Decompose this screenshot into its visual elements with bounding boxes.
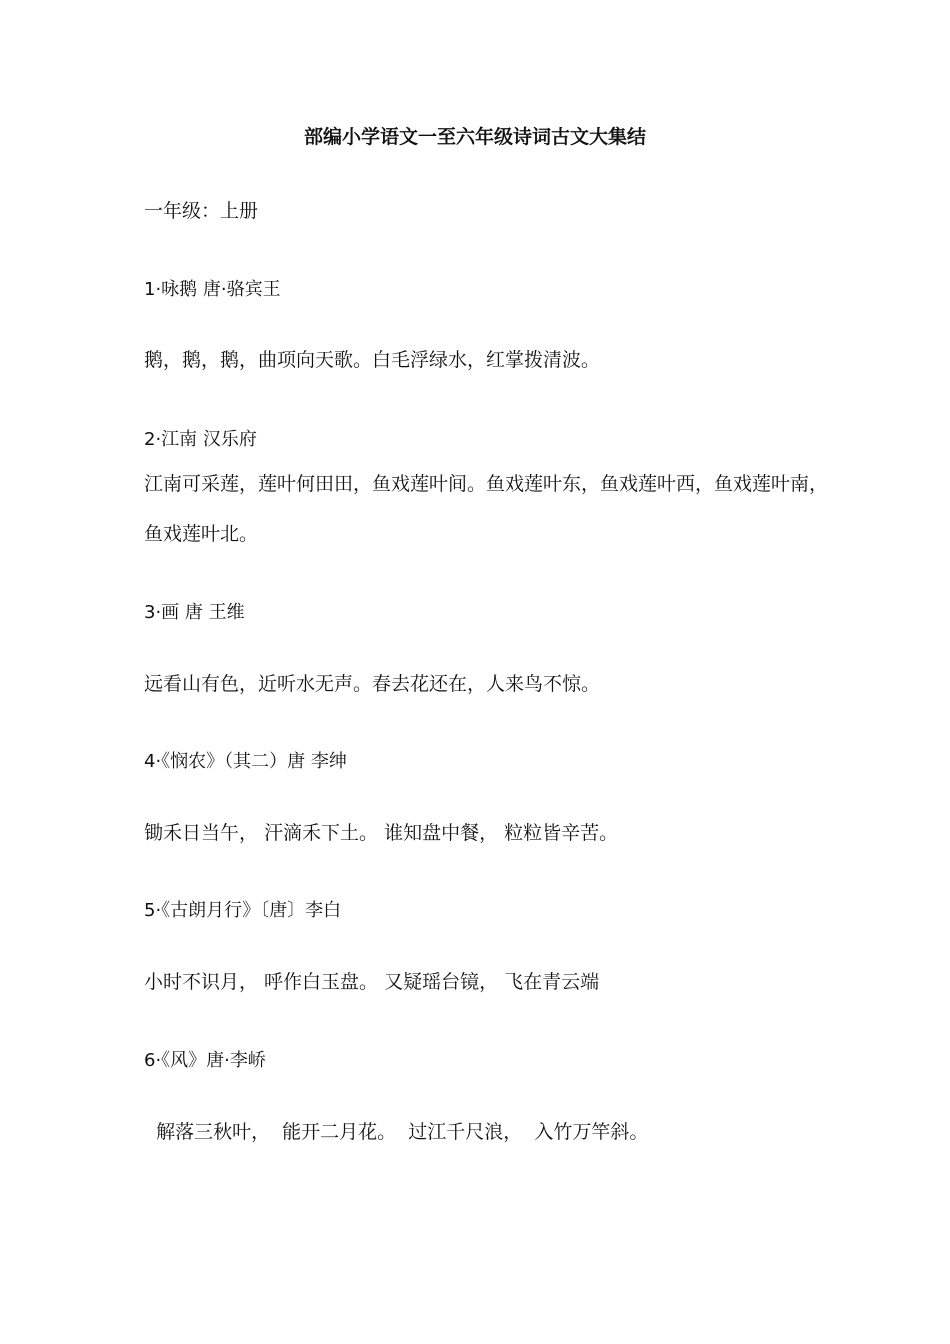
poem-2-line-2: 鱼戏莲叶北。	[144, 523, 259, 545]
poem-6-line-1: 解落三秋叶， 能开二月花。 过江千尺浪， 入竹万竿斜。	[144, 1121, 649, 1143]
poem-2-line-1: 江南可采莲，莲叶何田田，鱼戏莲叶间。鱼戏莲叶东，鱼戏莲叶西，鱼戏莲叶南，	[144, 473, 829, 495]
poem-4-line-1: 锄禾日当午， 汗滴禾下土。 谁知盘中餐， 粒粒皆辛苦。	[144, 822, 619, 844]
grade-heading: 一年级：上册	[144, 200, 259, 222]
poem-3-line-1: 远看山有色，近听水无声。春去花还在，人来鸟不惊。	[144, 673, 601, 695]
poem-2-heading: 2·江南 汉乐府	[144, 429, 257, 450]
poem-3-heading: 3·画 唐 王维	[144, 602, 245, 623]
poem-6-heading: 6·《风》唐·李峤	[144, 1050, 266, 1071]
poem-1-line-1: 鹅，鹅，鹅，曲项向天歌。白毛浮绿水，红掌拨清波。	[144, 349, 601, 371]
document-title: 部编小学语文一至六年级诗词古文大集结	[303, 126, 646, 148]
poem-5-heading: 5·《古朗月行》〔唐〕李白	[144, 900, 342, 921]
poem-1-heading: 1·咏鹅 唐·骆宾王	[144, 279, 281, 300]
poem-5-line-1: 小时不识月， 呼作白玉盘。 又疑瑶台镜， 飞在青云端	[144, 971, 600, 993]
poem-4-heading: 4·《悯农》（其二）唐 李绅	[144, 751, 347, 772]
